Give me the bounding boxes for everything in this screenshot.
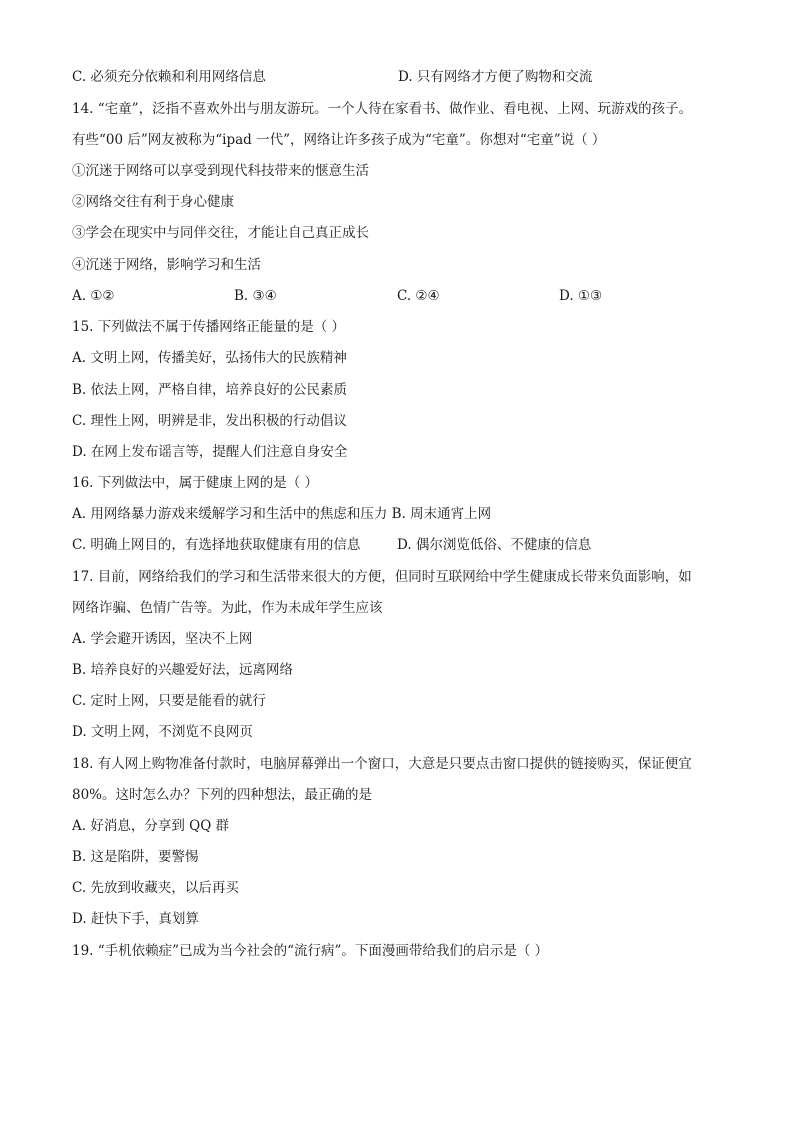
q13-option-d: D. 只有网络才方便了购物和交流 <box>398 69 593 85</box>
q14-stem-line-1: 14. “宅童”，泛指不喜欢外出与朋友游玩。一个人待在家看书、做作业、看电视、上网、玩游戏的孩子。 <box>72 101 693 117</box>
q15-stem: 15. 下列做法不属于传播网络正能量的是（ ） <box>72 319 346 335</box>
q14-option-d: D. ①③ <box>559 288 603 304</box>
q17-stem-line-1: 17. 目前，网络给我们的学习和生活带来很大的方便，但同时互联网给中学生健康成长带来负面影响，如 <box>72 569 692 585</box>
q18-option-a: A. 好消息，分享到 QQ 群 <box>72 818 230 834</box>
q17-option-c: C. 定时上网，只要是能看的就行 <box>72 693 266 709</box>
q14-stem-line-2: 有些“00 后”网友被称为“ipad 一代”，网络让许多孩子成为“宅童”。你想对“宅童”说（ ） <box>72 132 606 148</box>
q17-option-d: D. 文明上网，不浏览不良网页 <box>72 724 253 740</box>
q15-option-b: B. 依法上网，严格自律，培养良好的公民素质 <box>72 382 348 398</box>
q14-option-b: B. ③④ <box>234 288 277 304</box>
q14-item-3: ③学会在现实中与同伴交往，才能让自己真正成长 <box>72 225 369 241</box>
q15-option-c: C. 理性上网，明辨是非，发出积极的行动倡议 <box>72 413 347 429</box>
q18-option-b: B. 这是陷阱，要警惕 <box>72 849 199 865</box>
q17-option-b: B. 培养良好的兴趣爱好法，远离网络 <box>72 662 294 678</box>
q14-item-1: ①沉迷于网络可以享受到现代科技带来的惬意生活 <box>72 163 369 179</box>
q16-option-c: C. 明确上网目的，有选择地获取健康有用的信息 <box>72 537 361 553</box>
q17-stem-line-2: 网络诈骗、色情广告等。为此，作为未成年学生应该 <box>72 600 383 616</box>
q16-option-a-b: A. 用网络暴力游戏来缓解学习和生活中的焦虑和压力 B. 周末通宵上网 <box>72 506 492 522</box>
q18-option-d: D. 赶快下手，真划算 <box>72 911 199 927</box>
q18-stem-line-2: 80%。这时怎么办？下列的四种想法，最正确的是 <box>72 787 373 803</box>
q18-option-c: C. 先放到收藏夹，以后再买 <box>72 880 239 896</box>
q16-stem: 16. 下列做法中，属于健康上网的是（ ） <box>72 475 319 491</box>
q18-stem-line-1: 18. 有人网上购物准备付款时，电脑屏幕弹出一个窗口，大意是只要点击窗口提供的链接购买，保证便宜 <box>72 756 692 772</box>
q16-option-d: D. 偶尔浏览低俗、不健康的信息 <box>397 537 592 553</box>
q13-option-c: C. 必须充分依赖和利用网络信息 <box>72 69 266 85</box>
q15-option-a: A. 文明上网，传播美好，弘扬伟大的民族精神 <box>72 350 347 366</box>
q15-option-d: D. 在网上发布谣言等，提醒人们注意自身安全 <box>72 444 348 460</box>
q14-option-c: C. ②④ <box>397 288 440 304</box>
q14-item-2: ②网络交往有利于身心健康 <box>72 194 234 210</box>
q14-item-4: ④沉迷于网络，影响学习和生活 <box>72 257 261 273</box>
q19-stem: 19. “手机依赖症”已成为当今社会的“流行病”。下面漫画带给我们的启示是（ ） <box>72 943 549 959</box>
q14-option-a: A. ①② <box>72 288 115 304</box>
q17-option-a: A. 学会避开诱因，坚决不上网 <box>72 631 253 647</box>
